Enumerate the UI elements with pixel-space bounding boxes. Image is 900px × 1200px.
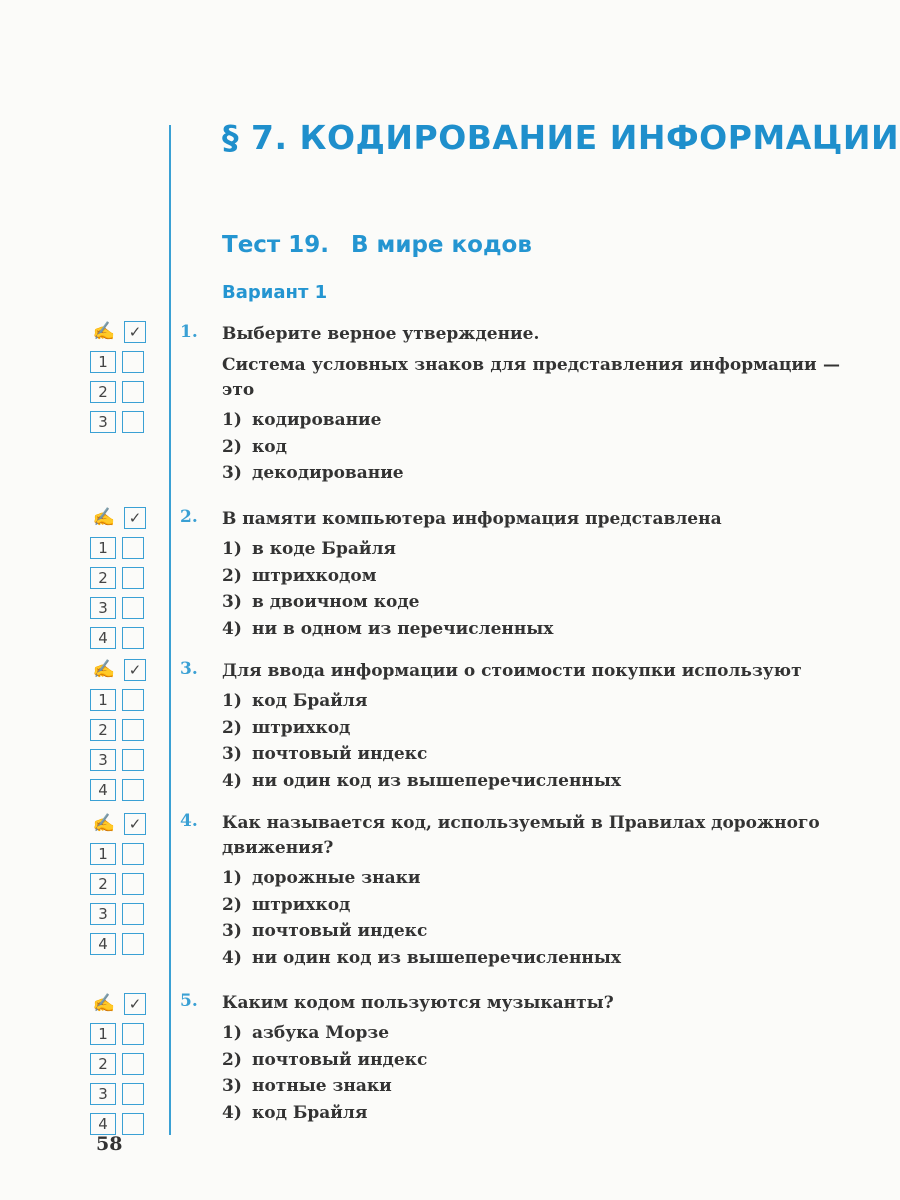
answer-number: 4: [90, 627, 116, 649]
test-number: Тест 19.: [222, 232, 330, 258]
answer-number: 1: [90, 351, 116, 373]
question-5: [180, 991, 840, 1126]
pen-writing-icon: ✍: [92, 321, 116, 342]
question-text: Как называется код, используемый в Правилах дорожного движения?: [222, 813, 820, 858]
option-text: азбука Морзе: [252, 1023, 390, 1043]
answer-number: 2: [90, 1053, 116, 1075]
options-list: [222, 536, 840, 642]
answer-checkbox[interactable]: [122, 779, 144, 801]
option-text: штрихкодом: [252, 565, 377, 586]
option-number: 4): [222, 770, 242, 791]
option: [222, 434, 840, 461]
margin-rule: [169, 125, 171, 1135]
answer-number: 1: [90, 1023, 116, 1045]
answer-checkbox[interactable]: [122, 627, 144, 649]
variant-heading: Вариант 1: [222, 282, 328, 303]
answer-number: 2: [90, 873, 116, 895]
answer-grid-3: [90, 658, 154, 808]
option-text: кодирование: [252, 410, 382, 430]
option-number: 4): [222, 1102, 242, 1123]
option: [222, 1073, 840, 1100]
answer-checkbox[interactable]: [122, 873, 144, 895]
option: [222, 563, 840, 590]
option: [222, 688, 840, 715]
option: [222, 1020, 840, 1047]
option: [222, 1100, 840, 1127]
option-text: штрихкод: [252, 717, 351, 738]
option-number: 2): [222, 436, 242, 457]
question-1: [180, 322, 840, 487]
option-number: 2): [222, 717, 242, 738]
answer-number: 2: [90, 381, 116, 403]
options-list: [222, 865, 840, 971]
option-text: дорожные знаки: [252, 868, 421, 888]
option-number: 3): [222, 1076, 242, 1096]
check-mark-icon: ✓: [124, 321, 146, 343]
answer-number: 3: [90, 903, 116, 925]
answer-number: 2: [90, 567, 116, 589]
question-text: Для ввода информации о стоимости покупки используют: [222, 661, 802, 681]
question-number: 3.: [180, 659, 198, 679]
option-text: почтовый индекс: [252, 921, 428, 941]
question-4: [180, 811, 840, 971]
option: [222, 616, 840, 643]
answer-number: 2: [90, 719, 116, 741]
question-text: Каким кодом пользуются музыканты?: [222, 993, 614, 1013]
option-text: ни один код из вышеперечисленных: [252, 770, 622, 791]
option: [222, 715, 840, 742]
options-list: [222, 407, 840, 487]
option-text: ни один код из вышеперечисленных: [252, 947, 622, 968]
pen-writing-icon: ✍: [92, 993, 116, 1014]
option-number: 3): [222, 921, 242, 941]
page-number: 58: [96, 1133, 123, 1155]
option-text: почтовый индекс: [252, 1049, 428, 1070]
answer-grid-2: [90, 506, 154, 656]
answer-grid-5: [90, 992, 154, 1142]
option: [222, 589, 840, 616]
check-mark-icon: ✓: [124, 507, 146, 529]
answer-checkbox[interactable]: [122, 381, 144, 403]
answer-checkbox[interactable]: [122, 933, 144, 955]
option-number: 1): [222, 691, 242, 711]
answer-checkbox[interactable]: [122, 689, 144, 711]
option: [222, 536, 840, 563]
option-text: в коде Брайля: [252, 539, 396, 559]
option: [222, 768, 840, 795]
option: [222, 918, 840, 945]
check-mark-icon: ✓: [124, 993, 146, 1015]
option-text: нотные знаки: [252, 1076, 392, 1096]
pen-writing-icon: ✍: [92, 659, 116, 680]
answer-number: 4: [90, 779, 116, 801]
option-text: штрихкод: [252, 894, 351, 915]
option-text: декодирование: [252, 463, 404, 483]
answer-checkbox[interactable]: [122, 411, 144, 433]
option-number: 1): [222, 410, 242, 430]
option-number: 3): [222, 744, 242, 764]
answer-checkbox[interactable]: [122, 749, 144, 771]
answer-grid-1: [90, 320, 154, 440]
question-number: 1.: [180, 322, 198, 342]
option-number: 2): [222, 1049, 242, 1070]
answer-number: 3: [90, 749, 116, 771]
option-number: 2): [222, 565, 242, 586]
option-number: 1): [222, 868, 242, 888]
answer-checkbox[interactable]: [122, 597, 144, 619]
option-text: код: [252, 436, 287, 457]
answer-checkbox[interactable]: [122, 719, 144, 741]
answer-checkbox[interactable]: [122, 1083, 144, 1105]
options-list: [222, 688, 840, 794]
check-mark-icon: ✓: [124, 659, 146, 681]
option-number: 3): [222, 463, 242, 483]
question-3: [180, 659, 840, 794]
option-number: 3): [222, 592, 242, 612]
option: [222, 945, 840, 972]
question-prompt: Система условных знаков для представления информации — это: [222, 355, 840, 400]
question-number: 2.: [180, 507, 198, 527]
options-list: [222, 1020, 840, 1126]
answer-checkbox[interactable]: [122, 1053, 144, 1075]
section-title: § 7. КОДИРОВАНИЕ ИНФОРМАЦИИ: [222, 118, 900, 157]
question-text: В памяти компьютера информация представлена: [222, 509, 722, 529]
option: [222, 865, 840, 892]
question-number: 5.: [180, 991, 198, 1011]
answer-number: 1: [90, 537, 116, 559]
option: [222, 1047, 840, 1074]
answer-number: 3: [90, 1083, 116, 1105]
option: [222, 741, 840, 768]
option-text: код Брайля: [252, 1102, 368, 1123]
test-heading: [222, 232, 554, 258]
question-text: Выберите верное утверждение.: [222, 324, 540, 344]
check-mark-icon: ✓: [124, 813, 146, 835]
question-number: 4.: [180, 811, 198, 831]
option-text: код Брайля: [252, 691, 368, 711]
option-number: 1): [222, 539, 242, 559]
answer-checkbox[interactable]: [122, 1113, 144, 1135]
option: [222, 892, 840, 919]
answer-number: 4: [90, 1113, 116, 1135]
answer-number: 1: [90, 689, 116, 711]
option: [222, 407, 840, 434]
option-number: 4): [222, 618, 242, 639]
pen-writing-icon: ✍: [92, 507, 116, 528]
option-text: почтовый индекс: [252, 744, 428, 764]
answer-checkbox[interactable]: [122, 843, 144, 865]
option-number: 4): [222, 947, 242, 968]
pen-writing-icon: ✍: [92, 813, 116, 834]
answer-number: 3: [90, 411, 116, 433]
answer-number: 1: [90, 843, 116, 865]
test-title: В мире кодов: [351, 232, 532, 258]
answer-number: 4: [90, 933, 116, 955]
answer-number: 3: [90, 597, 116, 619]
answer-checkbox[interactable]: [122, 567, 144, 589]
option-text: ни в одном из перечисленных: [252, 618, 554, 639]
option: [222, 460, 840, 487]
answer-checkbox[interactable]: [122, 1023, 144, 1045]
option-number: 2): [222, 894, 242, 915]
answer-checkbox[interactable]: [122, 903, 144, 925]
option-number: 1): [222, 1023, 242, 1043]
option-text: в двоичном коде: [252, 592, 420, 612]
answer-checkbox[interactable]: [122, 537, 144, 559]
question-2: [180, 507, 840, 642]
answer-checkbox[interactable]: [122, 351, 144, 373]
answer-grid-4: [90, 812, 154, 962]
